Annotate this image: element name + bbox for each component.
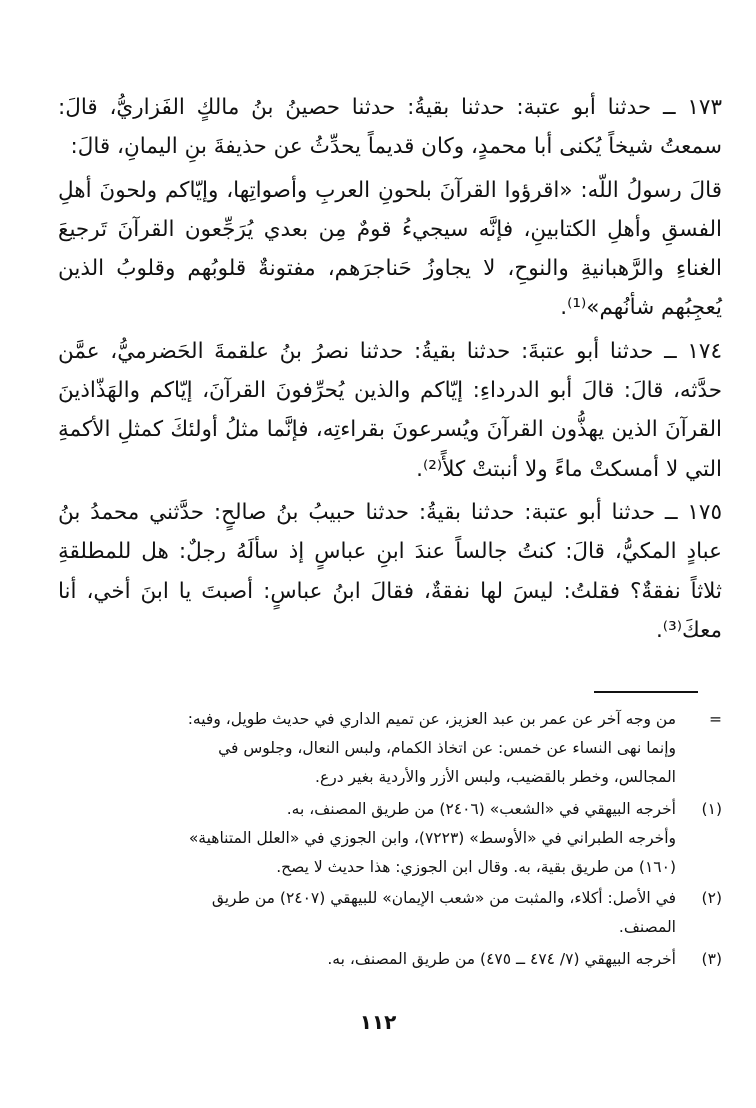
hadith-173-paragraph: ١٧٣ ــ حدثنا أبو عتبة: حدثنا بقيةُ: حدثنا حصينُ بنُ مالكٍ الفَزاريُّ، قالَ: سمعتُ شيخاً يُكنى أبا محمدٍ، وكان قديماً يحدِّثُ عن حذيفةَ بنِ اليمانِ، قالَ:	[58, 95, 722, 160]
main-text	[58, 88, 722, 650]
footnote-line: أخرجه البيهقي (٧/ ٤٧٤ ــ ٤٧٥) من طريق المصنف، به.	[327, 949, 676, 968]
footnote-mark: (١)	[701, 799, 722, 818]
footnote-line: المصنف.	[618, 918, 676, 937]
footnote-1	[58, 795, 722, 883]
footnote-2	[58, 884, 722, 942]
footnote-3	[58, 945, 722, 974]
footnote-text	[58, 884, 676, 942]
hadith-174-paragraph: ١٧٤ ــ حدثنا أبو عتبةَ: حدثنا بقيةُ: حدثنا نصرُ بنُ علقمةَ الحَضرميُّ، عمَّن حدَّثه، قالَ: قالَ أبو الدرداءِ: إيّاكم والذين يُحرِّفونَ القرآنَ، إيّاكم والهَذّاذينَ القرآنَ الذين يهذُّون القرآنَ ويُسرعونَ بقراءتِه، فإنَّما مثلُ أولئكَ كمثلِ الأكمةِ التي لا أمسكتْ ماءً ولا أنبتتْ كلأً⁽²⁾.	[58, 338, 722, 482]
footnotes	[58, 705, 722, 974]
footnote-line: وأخرجه الطبراني في «الأوسط» (٧٢٢٣)، وابن الجوزي في «العلل المتناهية»	[188, 828, 676, 847]
footnote-mark: (٣)	[701, 949, 722, 968]
footnote-mark: =	[709, 710, 722, 728]
hadith-175-paragraph: ١٧٥ ــ حدثنا أبو عتبة: حدثنا بقيةُ: حدثنا حبيبُ بنُ صالحٍ: حدَّثني محمدُ بنُ عبادٍ المكيُّ، قالَ: كنتُ جالساً عندَ ابنِ عباسٍ إذ سألَهُ رجلٌ: هل للمطلقةِ ثلاثاً نفقةٌ؟ فقلتُ: ليسَ لها نفقةٌ، فقالَ ابنُ عباسٍ: أصبتَ يا ابنَ أخي، أنا معكَ⁽³⁾.	[58, 499, 722, 643]
footnote-text	[58, 945, 676, 974]
footnote-continued	[58, 705, 722, 793]
footnote-line: (١٦٠) من طريق بقية، به. وقال ابن الجوزي: هذا حديث لا يصح.	[276, 858, 676, 877]
page-number: ١١٢	[359, 1010, 397, 1034]
footnote-line: المجالس، وخطر بالقضيب، ولبس الأزر والأردية بغير درع.	[315, 768, 676, 787]
footnote-separator	[594, 691, 698, 693]
footnote-line: وإنما نهى النساء عن خمس: عن اتخاذ الكمام، ولبس النعال، وجلوس في	[218, 739, 676, 758]
prophet-saying-paragraph: قالَ رسولُ اللّه: «اقرؤوا القرآنَ بلحونِ العربِ وأصواتِها، وإيّاكم ولحونَ أهلِ الفسقِ وأهلِ الكتابينِ، فإنَّه سيجيءُ قومٌ مِن بعدي يُرَجِّعون القرآنَ تَرجيعَ الغناءِ والرَّهبانيةِ والنوحِ، لا يجاوزُ حَناجرَهم، مفتونةٌ قلوبُهم وقلوبُ الذين يُعجِبُهم شأنُهم»⁽¹⁾.	[58, 177, 722, 321]
footnote-line: أخرجه البيهقي في «الشعب» (٢٤٠٦) من طريق المصنف، به.	[286, 799, 676, 818]
footnote-line: في الأصل: أكلاء، والمثبت من «شعب الإيمان» للبيهقي (٢٤٠٧) من طريق	[211, 889, 676, 908]
footnote-mark: (٢)	[701, 889, 722, 908]
footnote-line: من وجه آخر عن عمر بن عبد العزيز، عن تميم الداري في حديث طويل، وفيه:	[187, 710, 676, 728]
footnote-text	[58, 795, 676, 883]
footnote-text	[58, 705, 676, 793]
